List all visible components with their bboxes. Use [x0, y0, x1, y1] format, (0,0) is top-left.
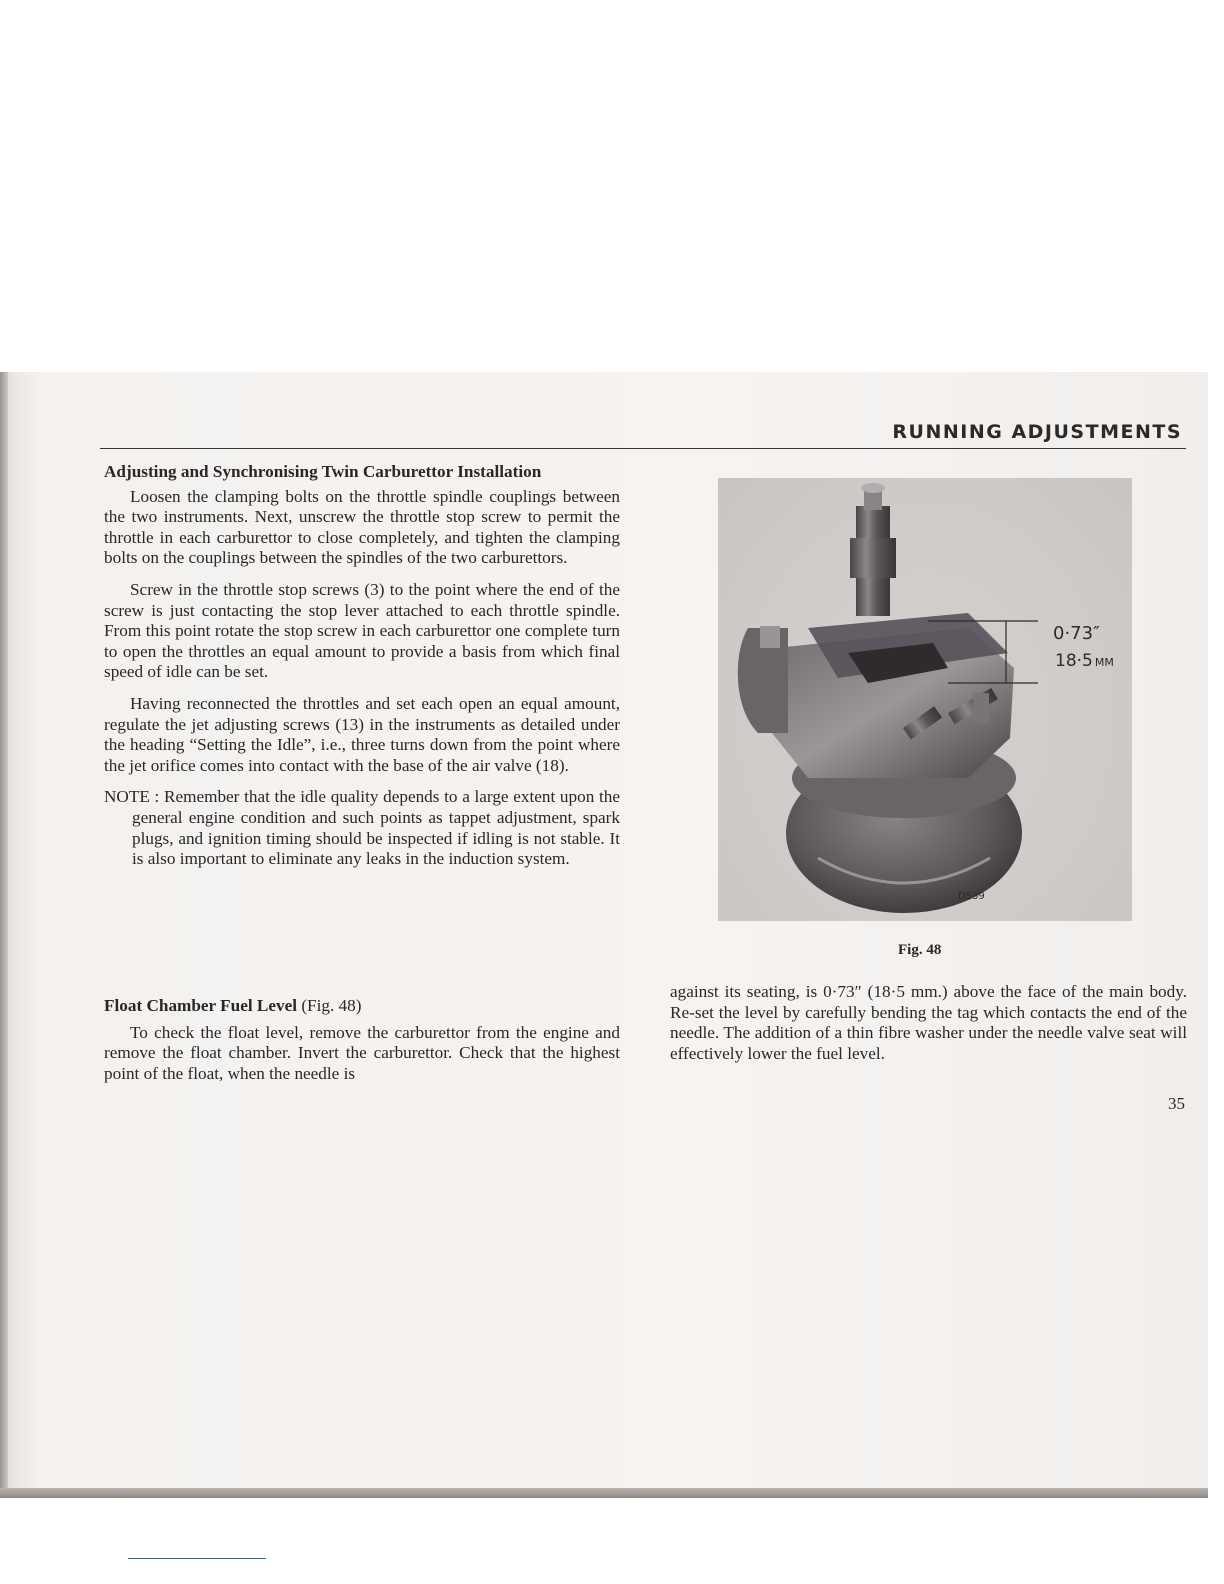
paragraph-reconnected: Having reconnected the throttles and set each open an equal amount, regulate the jet adjusting screws (13) in the instruments as detailed under the heading “Setting the Idle”, i.e., three turns down from the point where the jet orifice comes into contact with the base of the air valve (18).: [104, 693, 620, 775]
dimension-mm-unit: MM: [1094, 656, 1114, 669]
carburettor-photo: [718, 478, 1132, 921]
page-bottom-edge: [0, 1488, 1208, 1498]
figure-code: D539: [958, 891, 985, 902]
paragraph-loosen: Loosen the clamping bolts on the throttle spindle couplings between the two instruments. Next, unscrew the throttle stop screw to permit the throttle in each carburettor to close completely, and tighten the clamping bolts on the couplings between the spindles of the two carburettors.: [104, 486, 620, 568]
page-spine-shadow: [0, 372, 8, 1498]
paragraph-screw-in: Screw in the throttle stop screws (3) to the point where the end of the screw is just contacting the stop lever attached to each throttle spindle. From this point rotate the stop screw in each carburettor one complete turn to open the throttles an equal amount to provide a basis from which final speed of idle can be set.: [104, 579, 620, 682]
left-column: [104, 462, 620, 870]
section-heading-float-chamber: [104, 996, 620, 1017]
dimension-mm-value: 18·5: [1055, 651, 1093, 671]
running-header: RUNNING ADJUSTMENTS: [892, 421, 1182, 443]
note-text: Remember that the idle quality depends to a large extent upon the general engine condition and such points as tappet adjustment, spark plugs, and ignition timing should be inspected if idling is not stable. It is also important to eliminate any leaks in the induction system.: [132, 787, 620, 869]
figure-caption: Fig. 48: [898, 942, 942, 958]
float-heading-figref: (Fig. 48): [301, 996, 362, 1015]
right-column: [670, 982, 1187, 1064]
dimension-inches: 0·73″: [1053, 623, 1100, 644]
header-rule: [100, 448, 1186, 449]
paragraph-float-level: To check the float level, remove the carburettor from the engine and remove the float chamber. Invert the carburettor. Check that the highest point of the float, when the needle is: [104, 1022, 620, 1083]
dimension-mm: [1055, 651, 1114, 671]
footer-line: [128, 1558, 266, 1559]
section-heading-synchronising: Adjusting and Synchronising Twin Carburettor Installation: [104, 462, 542, 481]
page-number: 35: [1168, 1094, 1185, 1113]
carburettor-illustration: [718, 478, 1132, 921]
left-column-lower: [104, 996, 620, 1084]
float-heading-text: Float Chamber Fuel Level: [104, 996, 298, 1015]
note-label: NOTE :: [104, 787, 160, 807]
note-paragraph: [104, 787, 620, 869]
paragraph-seating: against its seating, is 0·73″ (18·5 mm.) above the face of the main body. Re-set the level by carefully bending the tag which contacts the end of the needle. The addition of a thin fibre washer under the needle valve seat will effectively lower the fuel level.: [670, 982, 1187, 1063]
